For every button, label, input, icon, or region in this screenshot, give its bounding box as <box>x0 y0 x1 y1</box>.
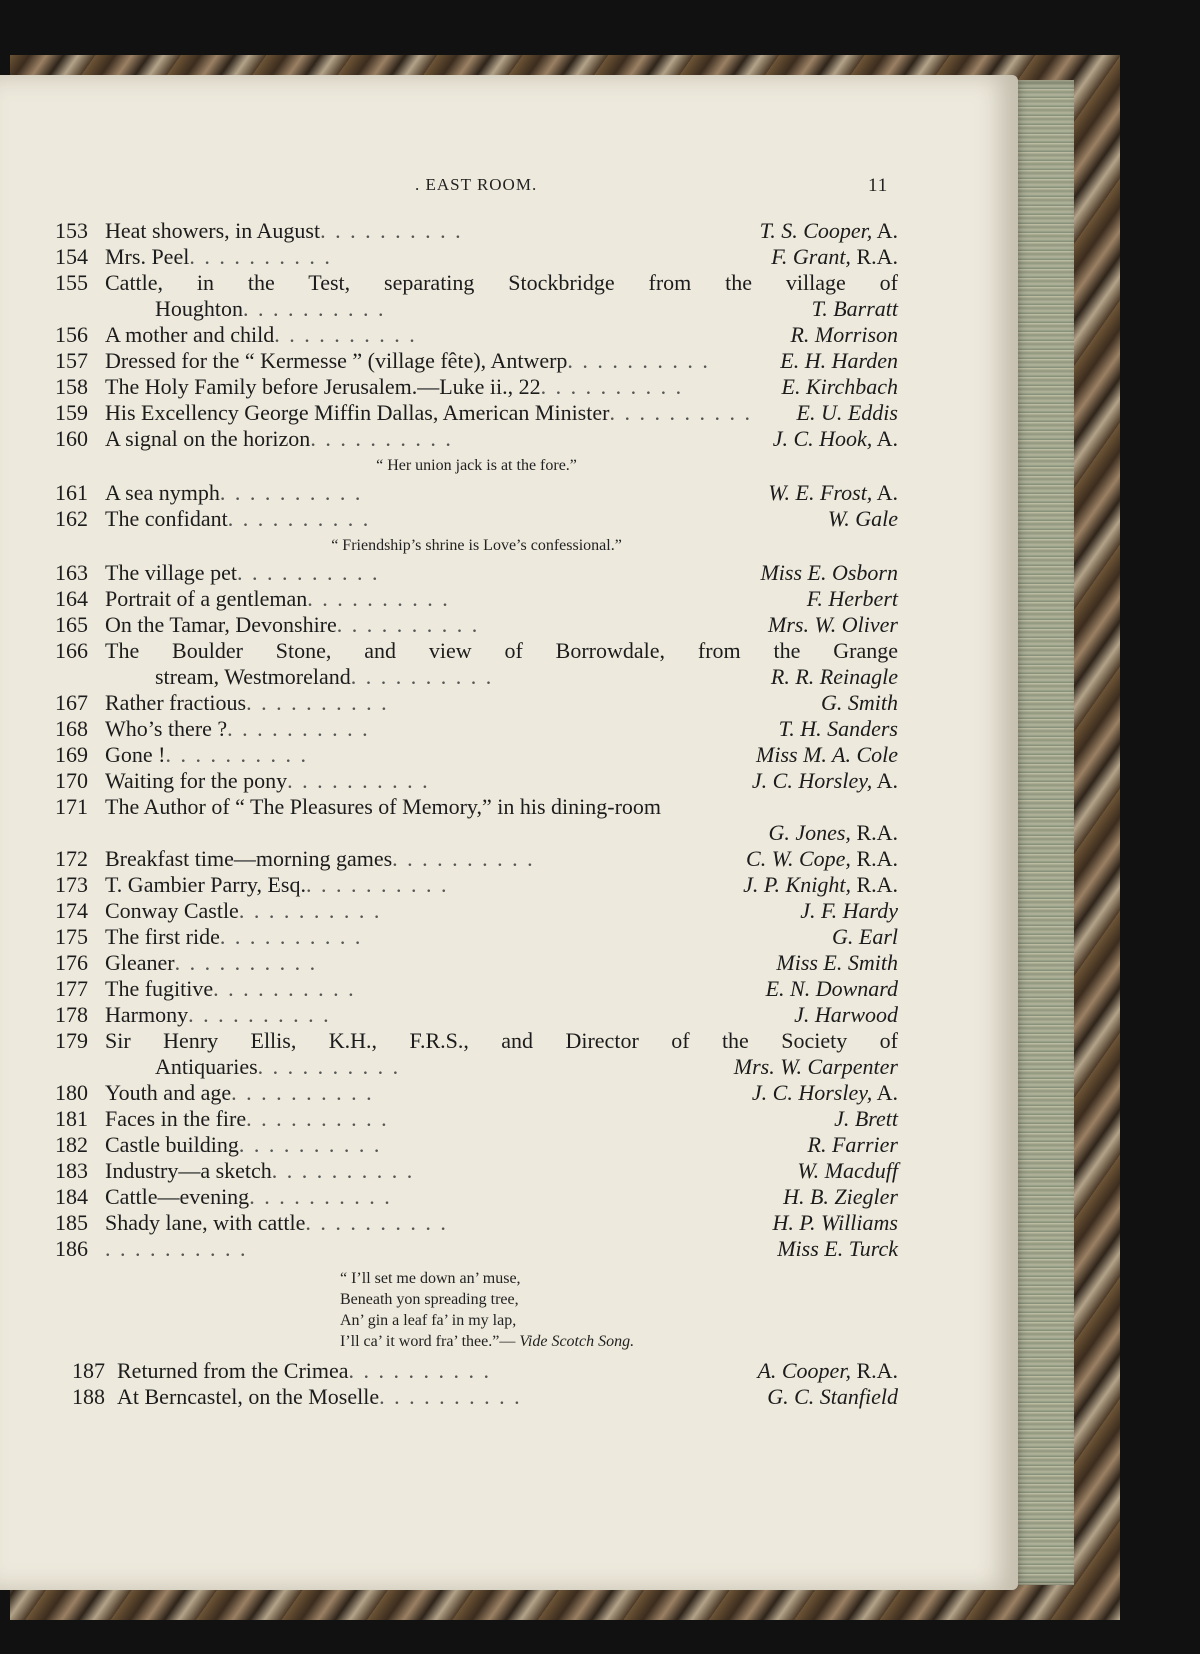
entry-number: 156 <box>55 322 88 347</box>
entry-honour: A. <box>872 1080 898 1105</box>
entry-artist: W. Macduff <box>797 1158 898 1183</box>
catalogue-entry <box>55 506 898 532</box>
catalogue-entry <box>55 690 898 716</box>
entry-artist: J. F. Hardy <box>800 898 898 923</box>
entry-artist: J. C. Horsley, <box>751 1080 873 1105</box>
catalogue-entry <box>55 950 898 976</box>
entry-title: Gone ! <box>105 742 166 767</box>
catalogue-entry <box>55 426 898 452</box>
catalogue-entry <box>55 1002 898 1028</box>
entry-number: 153 <box>55 218 88 243</box>
entry-number: 159 <box>55 400 88 425</box>
entry-artist: Mrs. W. Carpenter <box>733 1054 898 1079</box>
entry-title: Antiquaries <box>155 1054 258 1079</box>
entry-number: 181 <box>55 1106 88 1131</box>
entry-artist: G. C. Stanfield <box>767 1384 898 1409</box>
entry-artist: R. R. Reinagle <box>770 664 898 689</box>
entry-artist: G. Earl <box>832 924 898 949</box>
catalogue-entry <box>55 218 898 244</box>
entry-artist: A. Cooper, <box>757 1358 851 1383</box>
entry-honour: R.A. <box>850 846 898 871</box>
catalogue-entry <box>55 270 898 322</box>
entry-title: At Berncastel, on the Moselle <box>117 1384 380 1409</box>
verse-line: “ I’ll set me down an’ muse, <box>340 1270 521 1287</box>
entry-artist: E. N. Downard <box>765 976 898 1001</box>
catalogue-entry <box>55 638 898 690</box>
entry-artist: C. W. Cope, <box>746 846 851 871</box>
verse-quotation <box>340 1268 898 1352</box>
entry-artist: T. S. Cooper, <box>759 218 873 243</box>
catalogue-entry <box>55 1384 898 1410</box>
catalogue-entry <box>55 1080 898 1106</box>
entry-honour: A. <box>872 480 898 505</box>
entry-number: 169 <box>55 742 88 767</box>
entry-number: 163 <box>55 560 88 585</box>
entry-number: 165 <box>55 612 88 637</box>
entry-title: Harmony <box>105 1002 189 1027</box>
entry-honour: A. <box>872 218 898 243</box>
entry-artist: F. Herbert <box>806 586 898 611</box>
running-header <box>0 175 1018 205</box>
entry-title: The confidant <box>105 506 228 531</box>
entry-artist: W. Gale <box>827 506 898 531</box>
entry-number: 157 <box>55 348 88 373</box>
entry-number: 186 <box>55 1236 88 1261</box>
entry-number: 161 <box>55 480 88 505</box>
catalogue-entry <box>55 1028 898 1080</box>
catalogue-entry <box>55 244 898 270</box>
entry-number: 172 <box>55 846 88 871</box>
entry-title: Rather fractious <box>105 690 247 715</box>
entry-title-line1: Sir Henry Ellis, K.H., F.R.S., and Director of the Society of <box>105 1028 898 1053</box>
entry-title: Portrait of a gentleman <box>105 586 308 611</box>
entry-number: 175 <box>55 924 88 949</box>
catalogue-entry <box>55 1106 898 1132</box>
entry-number: 178 <box>55 1002 88 1027</box>
entry-title: The first ride <box>105 924 220 949</box>
catalogue-entry <box>55 1358 898 1384</box>
entry-artist: H. B. Ziegler <box>783 1184 898 1209</box>
catalogue-entry <box>55 560 898 586</box>
page-number: 11 <box>868 175 889 196</box>
entry-title-line1: The Author of “ The Pleasures of Memory,” in his dining-room <box>105 794 662 819</box>
catalogue-entry <box>55 586 898 612</box>
catalogue-entry <box>55 872 898 898</box>
entry-artist: G. Smith <box>821 690 898 715</box>
catalogue-entry <box>55 322 898 348</box>
entry-honour: A. <box>872 768 898 793</box>
entry-artist: J. Brett <box>834 1106 898 1131</box>
entry-number: 167 <box>55 690 88 715</box>
catalogue-entry <box>55 794 898 846</box>
entry-artist: T. H. Sanders <box>778 716 898 741</box>
catalogue-list <box>55 218 898 1410</box>
entry-title: T. Gambier Parry, Esq. <box>105 872 306 897</box>
entry-artist: E. Kirchbach <box>781 374 898 399</box>
page-edges <box>1012 80 1074 1585</box>
entry-honour: R.A. <box>850 820 898 845</box>
catalogue-entry <box>55 374 898 400</box>
entry-honour: R.A. <box>850 244 898 269</box>
entry-number: 154 <box>55 244 88 269</box>
catalogue-entry <box>55 898 898 924</box>
entry-number: 160 <box>55 426 88 451</box>
entry-artist: J. P. Knight, <box>743 872 851 897</box>
entry-title: Castle building <box>105 1132 239 1157</box>
entry-artist: Miss E. Turck <box>777 1236 898 1261</box>
entry-number: 188 <box>72 1384 105 1409</box>
entry-title-line1: The Boulder Stone, and view of Borrowdale, from the Grange <box>105 638 898 663</box>
entry-title: On the Tamar, Devonshire <box>105 612 337 637</box>
verse-line: Beneath yon spreading tree, <box>340 1291 519 1308</box>
entry-artist: J. Harwood <box>794 1002 898 1027</box>
entry-quotation: “ Her union jack is at the fore.” <box>376 457 577 474</box>
entry-number: 174 <box>55 898 88 923</box>
entry-title: Dressed for the “ Kermesse ” (village fête), Antwerp <box>105 348 568 373</box>
entry-number: 183 <box>55 1158 88 1183</box>
entry-title: A signal on the horizon <box>105 426 311 451</box>
entry-artist: Miss E. Smith <box>776 950 898 975</box>
catalogue-entry <box>55 480 898 506</box>
entry-title: Industry—a sketch <box>105 1158 272 1183</box>
catalogue-entry <box>55 1184 898 1210</box>
entry-title: His Excellency George Miffin Dallas, American Minister <box>105 400 610 425</box>
entry-title: The fugitive <box>105 976 214 1001</box>
verse-source: Vide Scotch Song. <box>515 1333 635 1350</box>
catalogue-entry <box>55 924 898 950</box>
room-title: . EAST ROOM. <box>415 175 538 194</box>
entry-artist: R. Morrison <box>790 322 898 347</box>
entry-artist: E. H. Harden <box>780 348 898 373</box>
entry-artist: T. Barratt <box>811 296 898 321</box>
catalogue-entry <box>55 348 898 374</box>
entry-title: Returned from the Crimea <box>117 1358 349 1383</box>
entry-number: 170 <box>55 768 88 793</box>
entry-title: Shady lane, with cattle <box>105 1210 306 1235</box>
catalogue-entry <box>55 768 898 794</box>
catalogue-entry <box>55 716 898 742</box>
entry-number: 177 <box>55 976 88 1001</box>
entry-number: 185 <box>55 1210 88 1235</box>
entry-title: The village pet <box>105 560 237 585</box>
entry-artist: J. C. Hook, <box>772 426 873 451</box>
entry-artist: F. Grant, <box>771 244 851 269</box>
entry-honour: R.A. <box>850 872 898 897</box>
entry-number: 158 <box>55 374 88 399</box>
catalogue-entry <box>55 846 898 872</box>
entry-title: Mrs. Peel <box>105 244 190 269</box>
catalogue-entry <box>55 1236 898 1262</box>
entry-artist: H. P. Williams <box>772 1210 898 1235</box>
catalogue-entry <box>55 1210 898 1236</box>
entry-title: Conway Castle <box>105 898 239 923</box>
entry-number: 179 <box>55 1028 88 1053</box>
entry-artist: G. Jones, <box>768 820 851 845</box>
entry-title: Houghton <box>155 296 243 321</box>
verse-line: I’ll ca’ it word fra’ thee.”— <box>340 1333 516 1350</box>
entry-number: 171 <box>55 794 88 819</box>
catalogue-entry <box>55 1158 898 1184</box>
entry-title: A sea nymph <box>105 480 220 505</box>
entry-title: stream, Westmoreland <box>155 664 351 689</box>
entry-title: The Holy Family before Jerusalem.—Luke ii., 22 <box>105 374 541 399</box>
catalogue-entry <box>55 742 898 768</box>
verse-line: An’ gin a leaf fa’ in my lap, <box>340 1312 517 1329</box>
entry-title: Youth and age <box>105 1080 232 1105</box>
entry-title: Heat showers, in August <box>105 218 321 243</box>
entry-number: 187 <box>72 1358 105 1383</box>
catalogue-entry <box>55 1132 898 1158</box>
entry-number: 155 <box>55 270 88 295</box>
entry-title-line1: Cattle, in the Test, separating Stockbridge from the village of <box>105 270 898 295</box>
entry-honour: R.A. <box>850 1358 898 1383</box>
catalogue-entry <box>55 612 898 638</box>
entry-artist: W. E. Frost, <box>768 480 873 505</box>
entry-title: Waiting for the pony <box>105 768 288 793</box>
catalogue-entry <box>55 976 898 1002</box>
entry-title: Cattle—evening <box>105 1184 250 1209</box>
entry-artist: Mrs. W. Oliver <box>768 612 898 637</box>
entry-title: Breakfast time—morning games <box>105 846 393 871</box>
entry-number: 176 <box>55 950 88 975</box>
catalogue-entry <box>55 400 898 426</box>
entry-artist: J. C. Horsley, <box>751 768 873 793</box>
entry-title: Gleaner <box>105 950 175 975</box>
entry-number: 164 <box>55 586 88 611</box>
entry-number: 168 <box>55 716 88 741</box>
entry-artist: E. U. Eddis <box>796 400 898 425</box>
entry-artist: R. Farrier <box>807 1132 898 1157</box>
entry-number: 184 <box>55 1184 88 1209</box>
entry-number: 180 <box>55 1080 88 1105</box>
entry-number: 166 <box>55 638 88 663</box>
entry-title: Who’s there ? <box>105 716 228 741</box>
entry-artist: Miss M. A. Cole <box>756 742 898 767</box>
entry-artist: Miss E. Osborn <box>760 560 898 585</box>
entry-quotation: “ Friendship’s shrine is Love’s confessional.” <box>331 537 622 554</box>
entry-number: 173 <box>55 872 88 897</box>
entry-number: 162 <box>55 506 88 531</box>
entry-title: Faces in the fire <box>105 1106 247 1131</box>
entry-title: A mother and child <box>105 322 275 347</box>
entry-number: 182 <box>55 1132 88 1157</box>
entry-honour: A. <box>872 426 898 451</box>
